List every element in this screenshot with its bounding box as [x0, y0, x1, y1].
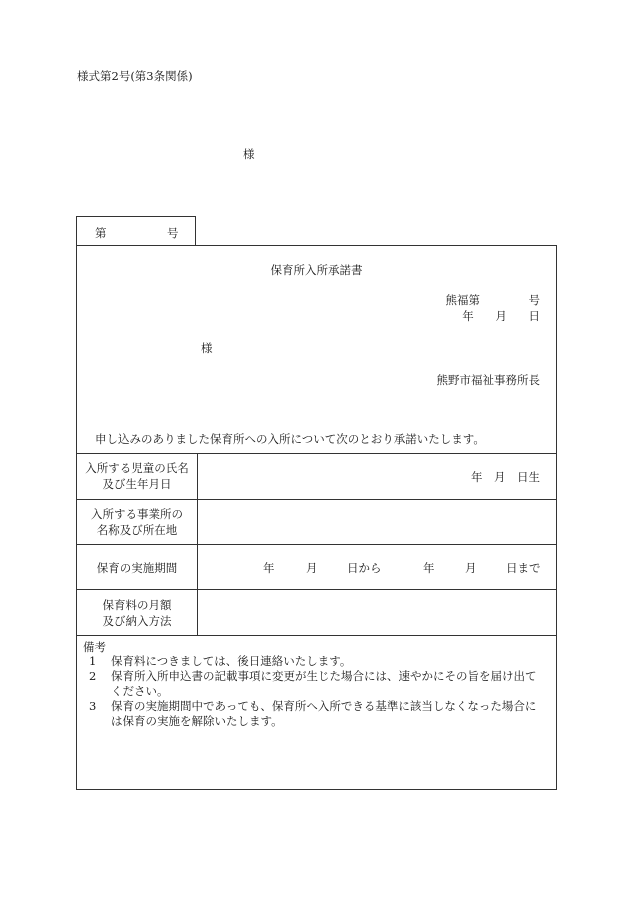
table-top-line: [77, 453, 556, 454]
row1-label: [77, 460, 197, 492]
remark-number: 3: [89, 699, 97, 713]
remark-continuation: は保育の実施を解除いたします。: [111, 714, 283, 728]
row1-birthdate: 年 月 日生: [471, 470, 540, 484]
reference-prefix: 熊福第: [445, 293, 480, 307]
consent-form: [76, 245, 557, 790]
reference-number: [446, 292, 541, 308]
row-divider: [77, 589, 556, 590]
column-divider: [197, 453, 198, 635]
period-end-year: 年: [423, 561, 435, 575]
number-box: [76, 216, 196, 245]
remark-continuation: ください。: [111, 684, 169, 698]
remark-item: [89, 669, 551, 699]
row4-label: [77, 597, 197, 629]
reference-suffix: 号: [528, 293, 540, 307]
document-title: 保育所入所承諾書: [270, 263, 363, 277]
remark-text: 保育料につきましては、後日連絡いたします。: [111, 654, 352, 668]
remark-item: [89, 654, 551, 669]
form-number: 様式第2号(第3条関係): [77, 69, 193, 83]
date-day: 日: [528, 309, 540, 323]
row-divider: [77, 635, 556, 636]
period-start-day: 日から: [347, 561, 382, 575]
row1-label-line2: 及び生年月日: [102, 477, 172, 491]
period-start-month: 月: [306, 561, 318, 575]
number-box-dai: 第: [95, 226, 107, 240]
addressee-suffix: 様: [201, 341, 213, 355]
intro-text: 申し込みのありました保育所への入所について次のとおり承諾いたします。: [95, 432, 485, 446]
row4-label-line2: 及び納入方法: [102, 614, 172, 628]
date-month: 月: [495, 309, 507, 323]
remark-number: 2: [89, 669, 97, 683]
period-end-day: 日まで: [506, 561, 541, 575]
remark-number: 1: [89, 654, 97, 668]
remark-text: 保育の実施期間中であっても、保育所へ入所できる基準に該当しなくなった場合に: [111, 699, 537, 713]
period-end-month: 月: [465, 561, 477, 575]
row4-label-line1: 保育料の月額: [102, 598, 172, 612]
issue-date: [444, 308, 540, 324]
row2-label: [77, 506, 197, 538]
top-addressee-suffix: 様: [243, 147, 255, 161]
number-box-go: 号: [167, 226, 179, 240]
row2-label-line2: 名称及び所在地: [96, 523, 178, 537]
date-year: 年: [462, 309, 474, 323]
remark-item: [89, 699, 551, 729]
row-divider: [77, 544, 556, 545]
remark-text: 保育所入所申込書の記載事項に変更が生じた場合には、速やかにその旨を届け出て: [111, 669, 537, 683]
issuer: 熊野市福祉事務所長: [436, 373, 540, 387]
row-divider: [77, 499, 556, 500]
period-start-year: 年: [263, 561, 275, 575]
row2-label-line1: 入所する事業所の: [91, 507, 183, 521]
row1-label-line1: 入所する児童の氏名: [85, 461, 189, 475]
row3-label: 保育の実施期間: [96, 561, 178, 575]
remarks-title: 備考: [83, 640, 106, 654]
